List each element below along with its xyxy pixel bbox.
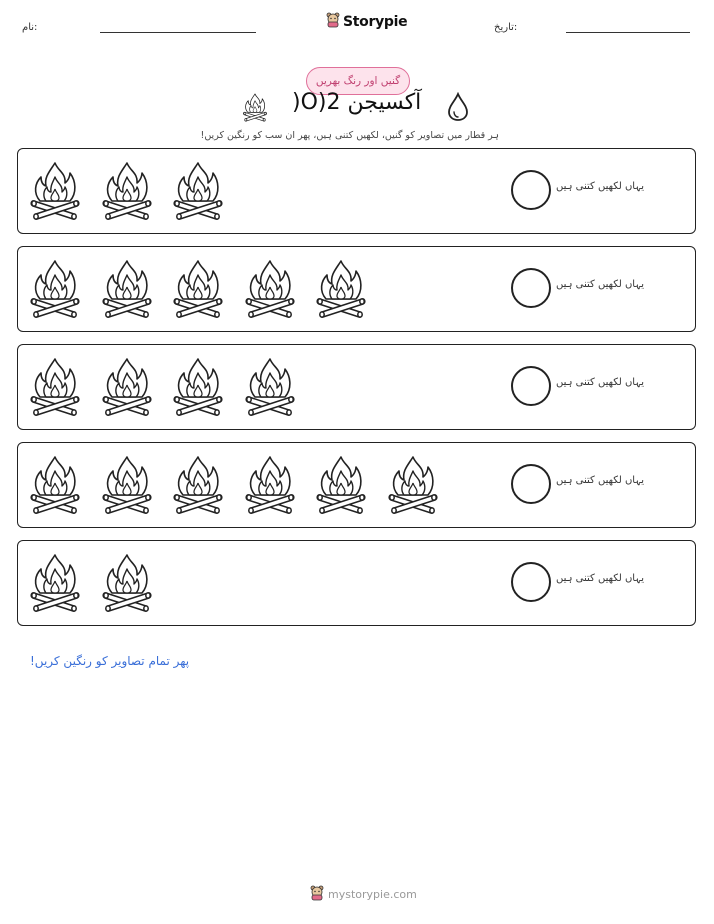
campfire-icon xyxy=(245,257,295,319)
counting-row xyxy=(17,246,696,332)
counting-row xyxy=(17,442,696,528)
answer-circle[interactable] xyxy=(511,366,551,406)
date-label: تاریخ: xyxy=(494,22,518,33)
footer-url: mystorypie.com xyxy=(328,888,417,901)
campfire-icon xyxy=(102,257,152,319)
campfire-icon xyxy=(173,257,223,319)
campfire-icon xyxy=(173,355,223,417)
answer-hint: یہاں لکھیں کتنی ہیں xyxy=(556,573,644,584)
counting-row xyxy=(17,344,696,430)
title-row xyxy=(230,90,490,126)
answer-circle[interactable] xyxy=(511,464,551,504)
campfire-icon xyxy=(245,453,295,515)
bear-logo-icon xyxy=(310,885,324,904)
page-title: آکسیجن O)2( xyxy=(292,90,422,115)
answer-circle[interactable] xyxy=(511,170,551,210)
answer-hint: یہاں لکھیں کتنی ہیں xyxy=(556,279,644,290)
brand-name: Storypie xyxy=(343,14,408,30)
campfire-icon xyxy=(316,257,366,319)
counting-row xyxy=(17,148,696,234)
date-line[interactable] xyxy=(566,32,690,33)
water-drop-icon xyxy=(446,92,470,122)
campfire-icon xyxy=(316,453,366,515)
campfire-icon xyxy=(102,453,152,515)
answer-circle[interactable] xyxy=(511,268,551,308)
campfire-icon xyxy=(242,92,268,122)
campfire-icon xyxy=(245,355,295,417)
campfire-icon xyxy=(102,159,152,221)
activity-badge: گنیں اور رنگ بھریں xyxy=(306,67,410,95)
campfire-icon xyxy=(30,355,80,417)
campfire-icon xyxy=(173,453,223,515)
answer-hint: یہاں لکھیں کتنی ہیں xyxy=(556,475,644,486)
answer-circle[interactable] xyxy=(511,562,551,602)
campfire-icon xyxy=(102,551,152,613)
campfire-icon xyxy=(388,453,438,515)
footer xyxy=(310,885,417,904)
campfire-icon xyxy=(30,159,80,221)
campfire-icon xyxy=(173,159,223,221)
answer-hint: یہاں لکھیں کتنی ہیں xyxy=(556,181,644,192)
brand-logo xyxy=(326,12,407,32)
footer-note: پھر تمام تصاویر کو رنگین کریں! xyxy=(30,654,190,668)
campfire-icon xyxy=(30,257,80,319)
name-line[interactable] xyxy=(100,32,256,33)
campfire-icon xyxy=(30,551,80,613)
campfire-icon xyxy=(102,355,152,417)
instructions: ہر قطار میں تصاویر کو گنیں، لکھیں کتنی ہیں، پھر ان سب کو رنگین کریں! xyxy=(200,130,499,141)
campfire-icon xyxy=(30,453,80,515)
answer-hint: یہاں لکھیں کتنی ہیں xyxy=(556,377,644,388)
bear-logo-icon xyxy=(326,12,340,32)
name-label: نام: xyxy=(22,22,38,33)
counting-row xyxy=(17,540,696,626)
